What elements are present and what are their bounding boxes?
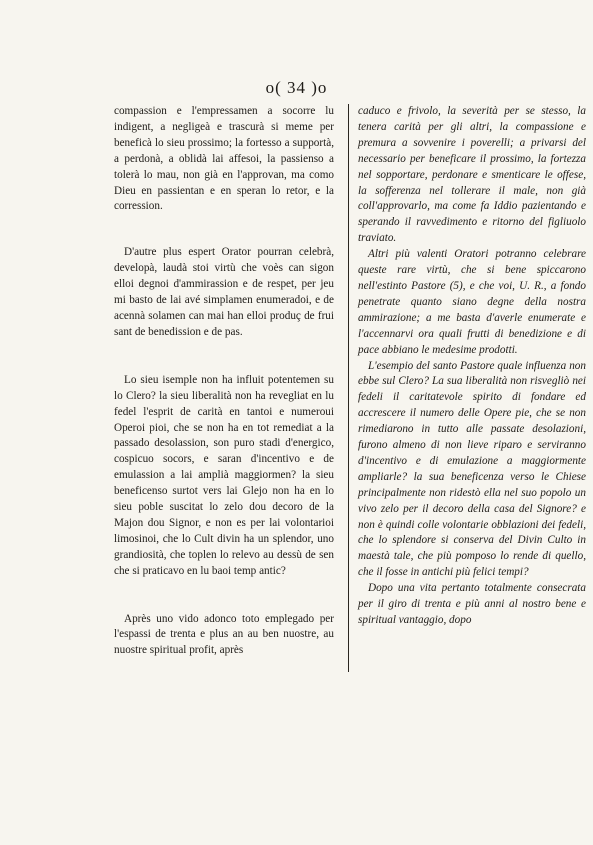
right-paragraph-1: caduco e frivolo, la severità per se stesso, la tenera carità per gli altri, la compassione e premura a sovvenire i poverelli; a privarsi del necessario per beneficare il prossimo, la fortezza nel sopportare, perdonare e smenticare le offese, la sofferenza nel tollerare il male, non già coll'approvarlo, ma come fa Iddio pazientando e sperando il ravvedimento e ritorno del figliuolo traviato. [358,105,586,245]
left-paragraph-2: D'autre plus espert Orator pourran celebrà, developà, laudà stoi virtù che voès can sigon elloi degnoi d'ammirassion e de respet, per jeu mi basto de lai avé simplamen enumeradoi, e de acennà solamen can mai han elloi produç de frui sant de benedission e de pas. [114,246,334,338]
column-divider [348,104,349,672]
right-paragraph-4: Dopo una vita pertanto totalmente consecrata per il giro di trenta e più anni al nostro bene e spiritual vantaggio, dopo [358,582,586,626]
right-paragraph-2: Altri più valenti Oratori potranno celebrare queste rare virtù, che si bene spiccarono nell'estinto Pastore (5), e che voi, U. R., a fondo penetrate quanto siano degne della nostra ammirazione; a me basta d'averle enumerate e l'accennarvi ora quali frutti di benedizione e di pace abbiano le medesime prodotti. [358,248,586,356]
left-paragraph-4: Après uno vido adonco toto emplegado per l'espassi de trenta e plus an au ben nuostre, au nuostre spiritual profit, après [114,612,334,657]
left-column [114,104,334,659]
page-number: o( 34 )o [265,78,328,97]
left-paragraph-3: Lo sieu isemple non ha influit potentemen su lo Clero? la sieu liberalità non ha revegliat en lu fedel l'esprit de carità en tantoi e numeroui Operoi pioi, che se non ha en tot remediat a la passado desolassion, son puro stadi d'energico, cospicuo socors, e saran d'incentivo e de emulassion a lai amplià maggiormen? la sieu beneficenso surtot vers lai Glejo non ha en lo sieu poble suscitat lo zelo dou decoro de la Majon dou Signor, e non es per lai volontarioi limosinoi, che lo Cult divin ha un splendor, uno grandiosità, che toplen lo relevo au dessù de sen che si praticavo en lu baoi temp antic? [114,373,334,577]
right-paragraph-3: L'esempio del santo Pastore quale influenza non ebbe sul Clero? La sua liberalità non risvegliò nei fedeli il caritatevole spirito di fondare ed accrescere il numero delle Opere pie, che se non rimediarono in tutto alle passate desolazioni, furono almeno di non lieve riparo e serviranno d'incentivo e di emulazione a maggiormente ampliarle? la sua beneficenza verso le Chiese principalmente non ridestò ella nel suo popolo un vivo zelo per il decoro della casa del Signore? e non è quindi colle volontarie obblazioni dei fedeli, che lo splendore si conserva del Divin Culto in maestà tale, che più pomposo lo rende di quello, che il fosse in antichi più felici tempi? [358,359,586,579]
left-paragraph-1: compassion e l'empressamen a socorre lu indigent, a negligeà e trascurà si meme per beneficà lo sieu prossimo; la fortesso a supportà, a perdonà, a oblidà lai affesoi, la passienso a tolerà lo mau, non già en l'approvan, ma como Dieu en passientan e en speran lo retor, e la corression. [114,105,334,213]
right-column [358,104,586,629]
